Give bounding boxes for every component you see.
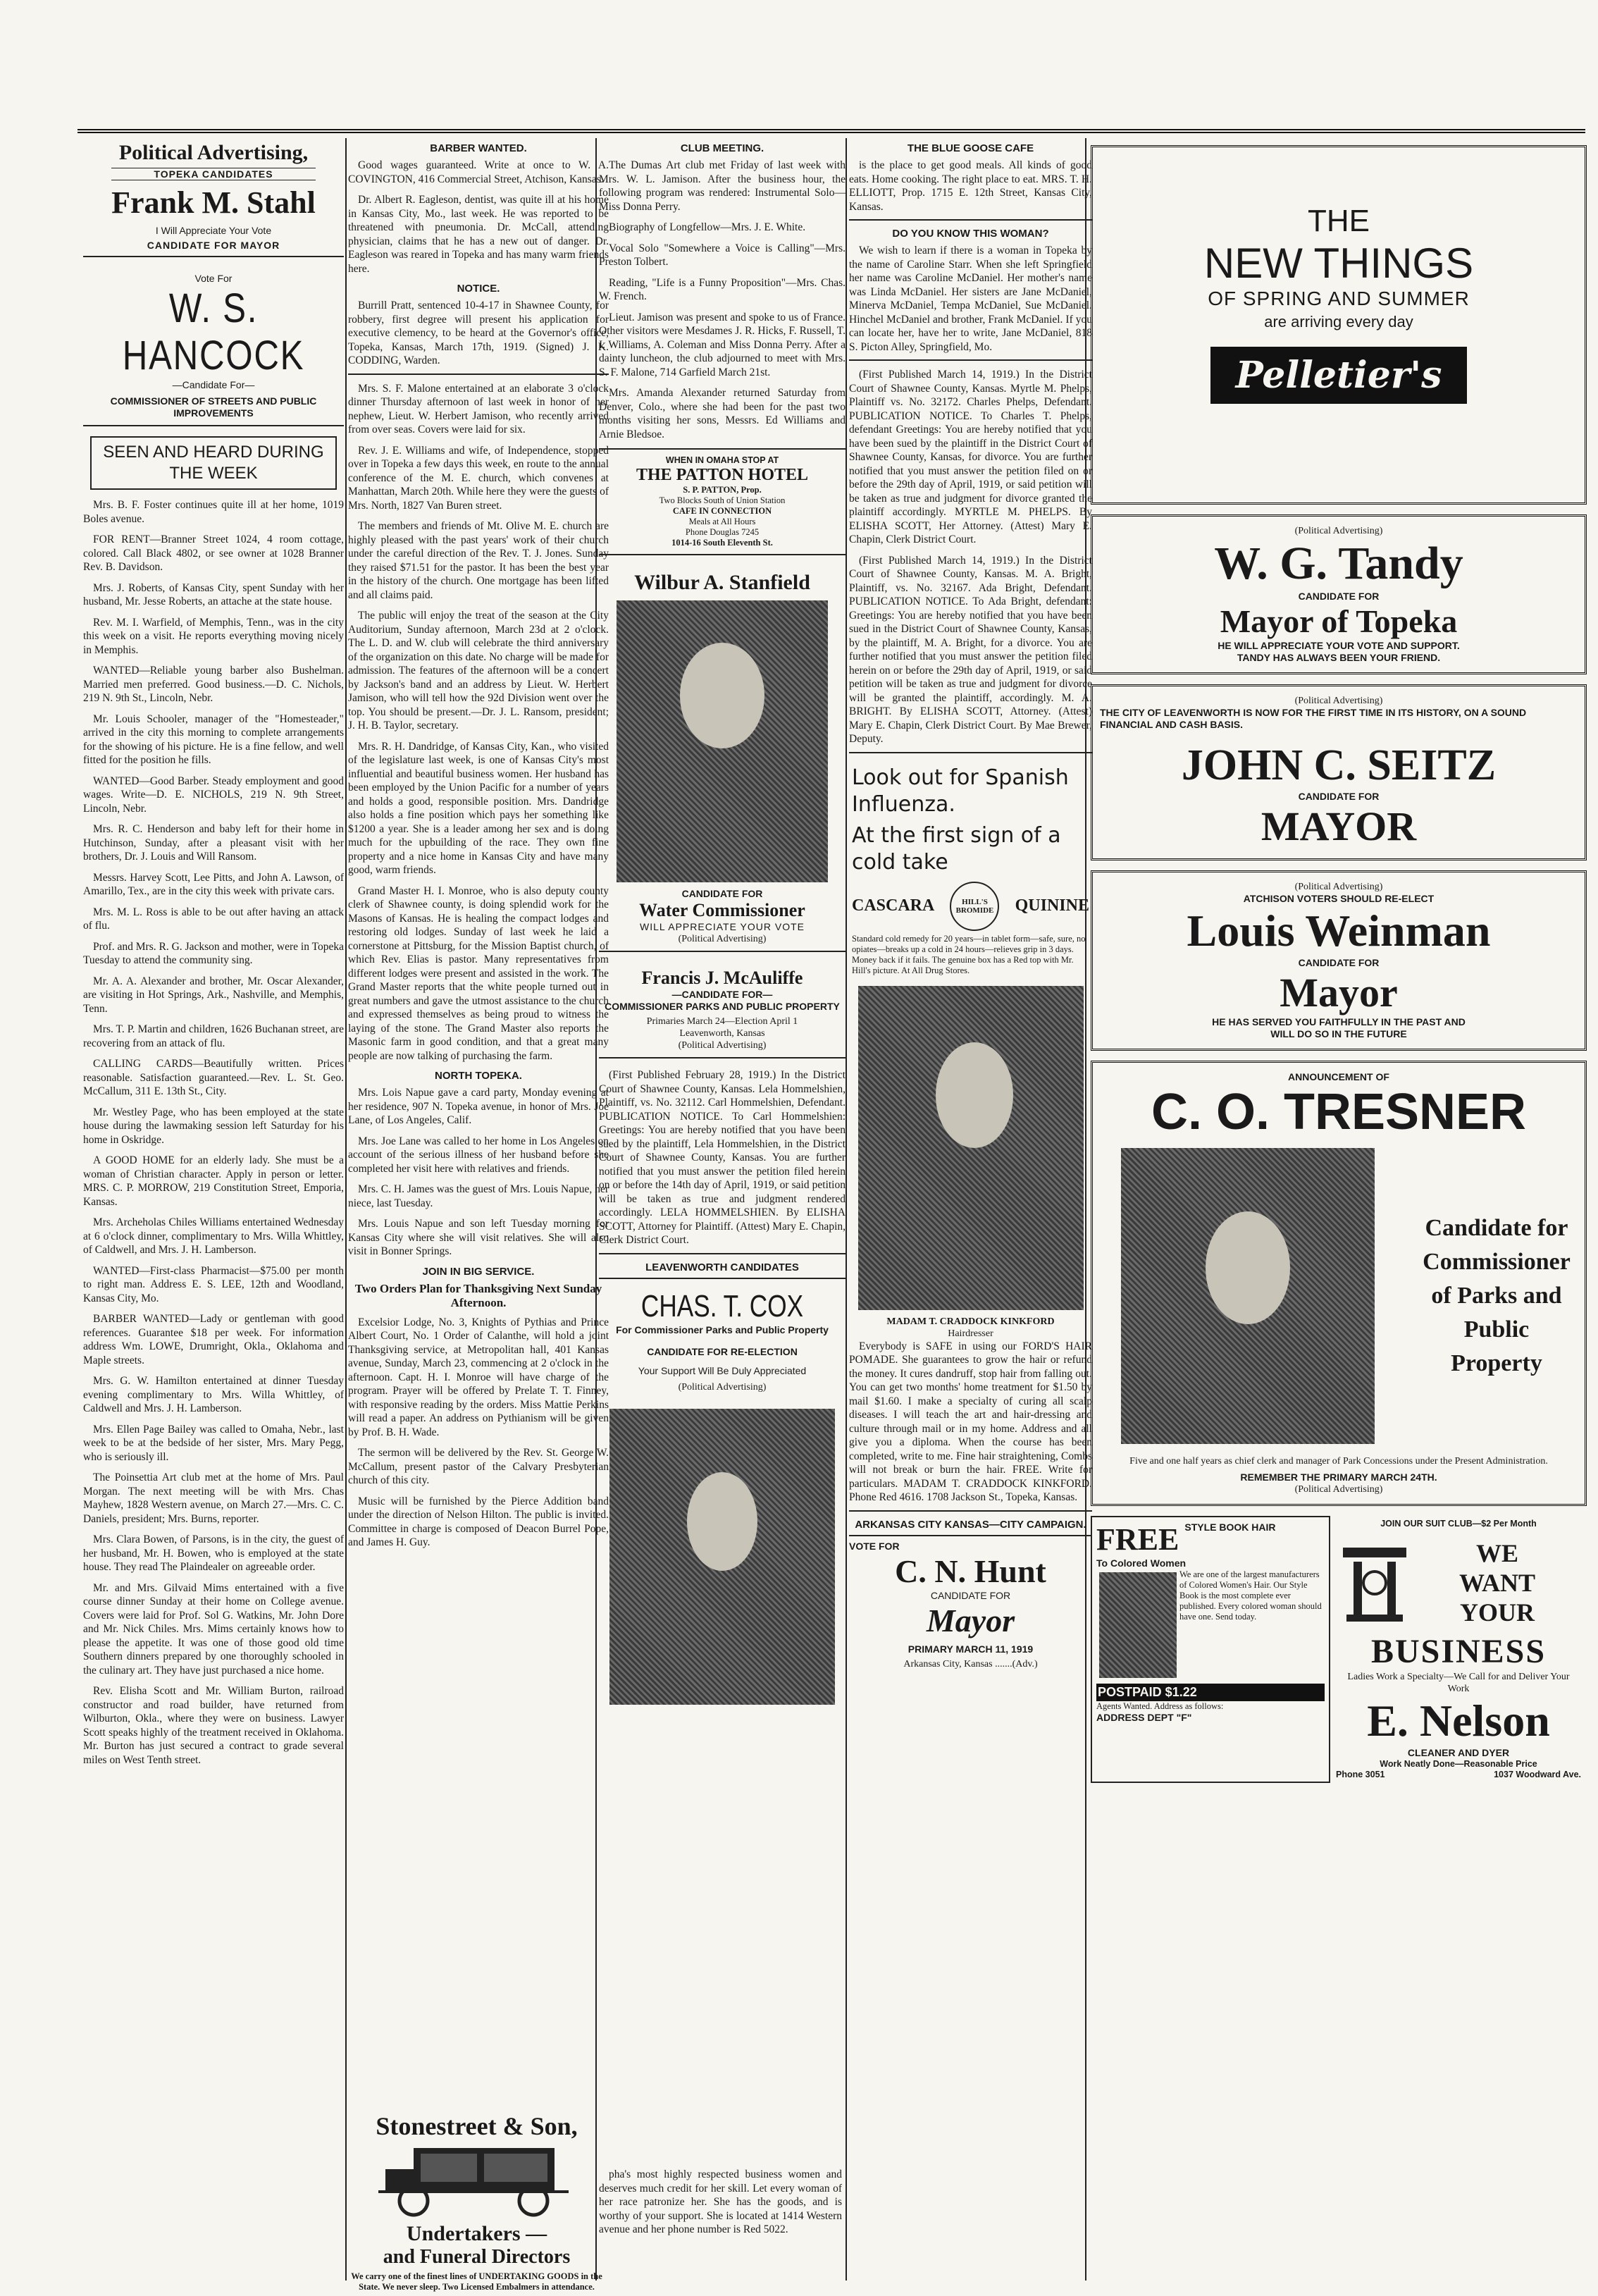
pelletiers-the: THE xyxy=(1308,204,1370,238)
news-item: Dr. Albert R. Eagleson, dentist, was quite ill at his home in Kansas City, Mo., last week. He was reported to be threatened with pneumonia. Dr. McCall, attending physician, claims that he has a new out of danger. Dr. Eagleson was reared in Topeka and has many warm friends here. xyxy=(348,194,609,275)
news-item: The Dumas Art club met Friday of last week with Mrs. W. L. Jamison. After the business hour, the following program was rendered: Instrumental Solo—Miss Donna Perry. xyxy=(599,159,846,213)
cascara-fine-print: Standard cold remedy for 20 years—in tablet form—safe, sure, no opiates—breaks up a cold in 24 hours—relieves grip in 3 days. Money back if it fails. The genuine box has a Red top with Mr. Hill's picture. At All Drug Stores. xyxy=(852,933,1086,975)
seitz-candidate: CANDIDATE FOR xyxy=(1298,791,1380,802)
tresner-line: REMEMBER THE PRIMARY MARCH 24TH. xyxy=(1240,1471,1437,1483)
hills-seal: HILL'S BROMIDE xyxy=(950,882,999,931)
seen-heard-heading: SEEN AND HEARD DURING THE WEEK xyxy=(90,436,337,490)
weinman-intro: ATCHISON VOTERS SHOULD RE-ELECT xyxy=(1243,893,1435,904)
stanfield-candidate: CANDIDATE FOR xyxy=(681,888,763,899)
stahl-name: Frank M. Stahl xyxy=(111,185,316,220)
cox-political: (Political Advertising) xyxy=(678,1381,767,1393)
patton-prop: S. P. PATTON, Prop. xyxy=(683,485,762,495)
political-heading: Political Advertising, xyxy=(118,141,309,164)
weinman-candidate: CANDIDATE FOR xyxy=(1298,957,1380,968)
first-sign-text: At the first sign of a cold take xyxy=(852,822,1061,875)
news-item: Mrs. T. P. Martin and children, 1626 Buchanan street, are recovering from an attack of flu. xyxy=(83,1023,344,1049)
cleaner-dyer: CLEANER AND DYER xyxy=(1407,1747,1510,1758)
news-item: Mrs. M. L. Ross is able to be out after having an attack of flu. xyxy=(83,906,344,932)
news-items xyxy=(83,498,344,1767)
hunt-candidate: CANDIDATE FOR xyxy=(930,1589,1011,1601)
news-item: Grand Master H. I. Monroe, who is also deputy county clerk of Shawnee county, is doing splendid work for the Masons of Kansas. He is healing the compact lodges and restoring old lodges. Sunday of last week he laid a cornerstone at Pittsburg, for the Mission Baptist church, of which Rev. Elias is pastor. Many representatives from different lodges were present and assisted in the work. The Grand Master reports that the white people turned out in great numbers and gave the utmost assistance to the church and expressed themselves as being proud to witness the laying of the stone. The Grand Master also reports the Masonic farm in good condition, and that a great many people are now talking of purchasing the farm. xyxy=(348,884,609,1062)
news-item: Mrs. Amanda Alexander returned Saturday from Denver, Colo., where she had been for the past two months visiting her sons, Messrs. Ed Williams and Arnie Bledsoe. xyxy=(599,387,846,440)
tandy-ad xyxy=(1091,514,1587,674)
know-woman-text: We wish to learn if there is a woman in Topeka by the name of Caroline Starr. When she left Springfield her name was Caroline McDaniel. Her mother's name was Linda McDaniel. Her sisters are Jane McDaniel, Minerva McDaniel, Tempa McDaniel, Sue McDaniel. Hinchel McDaniel and brother, Frank McDaniel. If you can locate her, have her to write, Jane McDaniel, 818 S. Picton Alley, Springfield, Mo. xyxy=(849,244,1092,361)
kinkford-portrait xyxy=(858,986,1084,1310)
news-item: Mr. A. A. Alexander and brother, Mr. Oscar Alexander, are visiting in Hot Springs, Ark., Nashville, and Memphis, Tenn. xyxy=(83,975,344,1015)
free-label: FREE xyxy=(1096,1522,1179,1557)
kinkford-name: MADAM T. CRADDOCK KINKFORD xyxy=(886,1316,1055,1327)
column-4 xyxy=(849,138,1092,2280)
news-item: Music will be furnished by the Pierce Addition band under the direction of Nelson Hilton. The public is invited. Committee in charge is composed of Deacon Burrel Pope, and James H. Guy. xyxy=(348,1495,609,1548)
vote-for: Vote For xyxy=(194,273,233,284)
quinine-label: QUININE xyxy=(1015,896,1089,915)
style-book: STYLE BOOK HAIR xyxy=(1184,1522,1276,1533)
tandy-political: (Political Advertising) xyxy=(1294,526,1383,536)
hancock-office: COMMISSIONER OF STREETS AND PUBLIC IMPROVEMENTS xyxy=(110,395,317,419)
barber-wanted-heading: BARBER WANTED. xyxy=(430,142,527,154)
political-ad-stahl xyxy=(83,138,344,257)
patton-line: CAFE IN CONNECTION xyxy=(672,506,772,516)
tandy-line: TANDY HAS ALWAYS BEEN YOUR FRIEND. xyxy=(1237,652,1441,663)
news-item: Mrs. G. W. Hamilton entertained at dinner Tuesday evening complimentary to Mrs. Willa Whittley, of Caldwell and Mrs. J. H. Lamberson. xyxy=(83,1375,344,1414)
arkansas-heading: ARKANSAS CITY KANSAS—CITY CAMPAIGN. xyxy=(849,1519,1092,1536)
patton-hotel-name: THE PATTON HOTEL xyxy=(636,466,809,484)
tresner-announcement: ANNOUNCEMENT OF xyxy=(1288,1071,1389,1082)
style-book-text: We are one of the largest manufacturers of Colored Women's Hair. Our Style Book is the most complete ever published. Every colored woman should have one. Send today. xyxy=(1179,1569,1322,1622)
tandy-office: Mayor of Topeka xyxy=(1220,603,1458,639)
news-item: Mrs. S. F. Malone entertained at an elaborate 3 o'clock dinner Thursday afternoon of last week in honor of her nephew, Lieut. W. Herbert Jamison, who recently arrived from over seas. Covers were laid for six. xyxy=(348,382,609,436)
legal-notice-bright: (First Published March 14, 1919.) In the District Court of Shawnee County, Kansas. M. A. Bright, Plaintiff, vs. No. 32167. Ada Bright, Defendant. PUBLICATION NOTICE. To Ada Bright, defendant: Greetings: You are hereby notified that you have been sued in the District Court of Shawnee County, Kansas, by the plaintiff, M. A. Bright, for a divorce. You are further notified that you must answer the petition filed herein on or before the 29th day of April, 1919, or said petition will be taken as true and judgment for divorce will be granted the plaintiff, accordingly. M. A. BRIGHT. By ELISHA SCOTT, Attorney. (Attest) Mary E. Chapin, Clerk District Court. By Mae Brewer, Deputy. xyxy=(849,554,1092,753)
hunt-city: Arkansas City, Kansas .......(Adv.) xyxy=(903,1658,1038,1669)
cox-ad xyxy=(599,1283,846,1399)
pelletiers-ad xyxy=(1091,145,1587,505)
seitz-political: (Political Advertising) xyxy=(1294,696,1383,706)
suit-club: JOIN OUR SUIT CLUB—$2 Per Month xyxy=(1380,1519,1537,1529)
weinman-political: (Political Advertising) xyxy=(1294,882,1383,892)
mcauliffe-line: Primaries March 24—Election April 1 xyxy=(646,1016,798,1027)
funeral-text: We carry one of the finest lines of UNDERTAKING GOODS in the State. We never sleep. Two Licensed Embalmers in attendance. xyxy=(351,2271,602,2292)
omaha-line: WHEN IN OMAHA STOP AT xyxy=(665,455,779,465)
news-item: Vocal Solo "Somewhere a Voice is Calling"—Mrs. Preston Tolbert. xyxy=(599,242,846,268)
political-ad-hancock xyxy=(83,267,344,426)
news-item: Prof. and Mrs. R. G. Jackson and mother, were in Topeka Tuesday to attend the community sing. xyxy=(83,940,344,966)
stanfield-appreciate: WILL APPRECIATE YOUR VOTE xyxy=(639,921,805,932)
hearse-illustration xyxy=(371,2141,583,2218)
news-item: Mrs. R. H. Dandridge, of Kansas City, Kan., who visited of the legislature last week, is one of Kansas City's most influential and beautiful business women. Her husband has been employed by the Union Pacific for a number of years and holds a good, responsible position. Mrs. Dandridge also holds a fine position which pays her something like $1200 a year. She is a leader among her sex and is doing much for the upbuilding of the race. They own fine property and a nice home in Kansas City and have many good, warm friends. xyxy=(348,740,609,876)
we-label: WE xyxy=(1475,1539,1518,1567)
news-item: Mr. Westley Page, who has been employed at the state house during the lawmaking session left Saturday for his home in Oskridge. xyxy=(83,1106,344,1146)
column-rule xyxy=(846,138,847,2280)
candidates-label: TOPEKA CANDIDATES xyxy=(111,168,316,180)
news-item: Mr. and Mrs. Gilvaid Mims entertained with a five course dinner Sunday at their home on College avenue. Covers were laid for Prof. Sol G. Watkins, Mr. John Dore and Mr. Nick Chiles. Mrs. Mims certainly knows how to please the appetite. It was one of those good old time Southern dinners prepared by one thoroughly schooled in the culinary art. They have just purchased a nice home. xyxy=(83,1581,344,1677)
news-item: CALLING CARDS—Beautifully written. Prices reasonable. Satisfaction guaranteed.—Rev. L. St. Geo. McCallum, 311 E. 13th St., City. xyxy=(83,1058,344,1097)
stanfield-ad xyxy=(599,565,846,952)
tandy-name: W. G. Tandy xyxy=(1214,538,1463,589)
news-item: BARBER WANTED—Lady or gentleman with good references. Guarantee $18 per week. For information address Wm. LOWE, Drumright, Okla., Oklahoma and Maple streets. xyxy=(83,1313,344,1366)
pelletiers-spring: OF SPRING AND SUMMER xyxy=(1208,288,1470,309)
business-label: BUSINESS xyxy=(1370,1633,1547,1670)
news-item: Rev. M. I. Warfield, of Memphis, Tenn., was in the city this week on a visit. He reports everything moving nicely in Memphis. xyxy=(83,616,344,656)
pelletiers-new-things: NEW THINGS xyxy=(1203,240,1474,287)
ladies-work: Ladies Work a Specialty—We Call for and Deliver Your Work xyxy=(1347,1672,1570,1694)
column-2 xyxy=(348,138,609,2292)
news-item: The sermon will be delivered by the Rev. St. George W. McCallum, present pastor of the Calvary Presbyterian church of this city. xyxy=(348,1447,609,1486)
patton-line: 1014-16 South Eleventh St. xyxy=(671,538,773,548)
patton-line: Phone Douglas 7245 xyxy=(685,527,760,537)
north-topeka-heading: NORTH TOPEKA. xyxy=(435,1070,522,1082)
cox-office: For Commissioner Parks and Public Property xyxy=(616,1323,829,1335)
undertakers: Undertakers — xyxy=(406,2222,547,2245)
masthead-rule xyxy=(78,129,1585,133)
hancock-name: W. S. HANCOCK xyxy=(122,285,305,378)
lookout-text: Look out for Spanish Influenza. xyxy=(852,765,1069,817)
notice-heading: NOTICE. xyxy=(457,283,500,295)
kinkford-text: Everybody is SAFE in using our FORD'S HAIR POMADE. She guarantees to grow the hair or refund the money. It cures dandruff, stop hair from falling out. You can get two months' home treatment for $1.50 by mail $1.60. I make a specialty of curing all scalp diseases. I will teach the art and hair-dressing and culture through mail or in my home. Address and all give you a diploma. When the course has been completed, write to me. Fine hair straightening, Combs will not break or burn the hair. FREE. Write for particulars. MADAM T. CRADDOCK KINKFORD. Phone Red 4616. 1708 Jackson St., Topeka, Kansas. xyxy=(849,1340,1092,1512)
column-5 xyxy=(1085,138,1592,2280)
hunt-mayor: Mayor xyxy=(926,1602,1015,1638)
kinkford-title: Hairdresser xyxy=(948,1328,993,1339)
mcauliffe-ad xyxy=(599,962,846,1058)
news-item: Mr. Louis Schooler, manager of the "Homesteader," arrived in the city this morning to complete arrangements for the showing of his picture. He is a fine fellow, and well fitted for the position he fills. xyxy=(83,712,344,766)
hunt-vote-for: VOTE FOR xyxy=(849,1540,900,1552)
news-item: Mrs. J. Roberts, of Kansas City, spent Sunday with her husband, Mr. Jesse Roberts, an attache at the state house. xyxy=(83,581,344,607)
stonestreet-ad xyxy=(348,2111,605,2292)
weinman-name: Louis Weinman xyxy=(1187,906,1491,956)
news-item: Mrs. Ellen Page Bailey was called to Omaha, Nebr., last week to be at the bedside of her sister, Mrs. Mary Pegg, who is seriously ill. xyxy=(83,1423,344,1463)
news-item: WANTED—Good Barber. Steady employment and good wages. Write—D. E. NICHOLS, 219 N. 9th Street, Lincoln, Nebr. xyxy=(83,774,344,815)
tresner-line: (Political Advertising) xyxy=(1294,1484,1383,1495)
join-service-sub: Two Orders Plan for Thanksgiving Next Sunday Afternoon. xyxy=(354,1281,602,1309)
stanfield-office: Water Commissioner xyxy=(639,900,805,920)
your-label: YOUR xyxy=(1460,1598,1535,1627)
column-3 xyxy=(599,138,846,2280)
blue-goose-text: is the place to get good meals. All kinds of good eats. Home cooking. The right place to eat. MRS. T. H. ELLIOTT, Prop. 1715 E. 12th Street, Kansas City, Kansas. xyxy=(849,159,1092,221)
blue-goose-heading: THE BLUE GOOSE CAFE xyxy=(907,142,1034,154)
legal-notice-phelps: (First Published March 14, 1919.) In the District Court of Shawnee County, Kansas. Myrtle M. Phelps, Plaintiff vs. No. 32172. Charles Phelps, Defendant. PUBLICATION NOTICE. To Charles T. Phelps, defendant Greetings: You are hereby notified that you have been sued by the plaintiff in the District Court of Shawnee County, Kansas, for divorce. You are further notified that you must answer the petition filed on or before the 29th day of April, 1919, or said petition will be taken as true and judgment for divorce granted the plaintiff accordingly. MYRTLE M. PHELPS. By ELISHA SCOTT, Her Attorney. (Attest) Mary E. Chapin, Clerk District Court. xyxy=(849,369,1092,545)
stanfield-portrait xyxy=(617,600,828,882)
news-item: FOR RENT—Branner Street 1024, 4 room cottage, colored. Call Black 4802, or see owner at 1028 Branner Rev. B. Davidson. xyxy=(83,533,344,573)
weinman-line: WILL DO SO IN THE FUTURE xyxy=(1270,1028,1407,1039)
weinman-line: HE HAS SERVED YOU FAITHFULLY IN THE PAST AND xyxy=(1212,1016,1466,1027)
funeral-directors: and Funeral Directors xyxy=(383,2246,571,2268)
colored-women: To Colored Women xyxy=(1096,1557,1187,1569)
hunt-name: C. N. Hunt xyxy=(895,1553,1046,1589)
news-item: Mrs. Archeholas Chiles Williams entertained Wednesday at 6 o'clock dinner, complimentary to Mrs. Willa Whittley, of Caldwell, and Mrs. J. H. Lamberson. xyxy=(83,1216,344,1256)
news-item: Mrs. Louis Napue and son left Tuesday morning for Kansas City where she will visit relatives. She will also visit in Bonner Springs. xyxy=(348,1218,609,1257)
mcauliffe-office: COMMISSIONER PARKS AND PUBLIC PROPERTY xyxy=(605,1001,840,1012)
news-item: Mrs. R. C. Henderson and baby left for their home in Hutchinson, Sunday, after a pleasant visit with her brothers, Dr. J. Louis and Will Ransom. xyxy=(83,823,344,863)
cascara-label: CASCARA xyxy=(852,896,935,915)
news-item: Rev. J. E. Williams and wife, of Independence, stopped over in Topeka a few days this week, en route to the annual conference of the M. E. church, which convenes at Manhattan, March 20th. While here they were the guests of Mrs. North, 1827 Van Buren street. xyxy=(348,444,609,512)
news-item: Mrs. Clara Bowen, of Parsons, is in the city, the guest of her husband, Mr. H. Bowen, who is employed at the state house. They read The Plaindealer on agreeable order. xyxy=(83,1533,344,1573)
weinman-ad xyxy=(1091,870,1587,1051)
business-woman-text: pha's most highly respected business women and deserves much credit for her skill. Let every woman of her race patronize her. She has the goods, and is worthy of your support. She is located at 1414 Western avenue and her phone number is Red 5022. xyxy=(599,2168,842,2235)
news-item: The public will enjoy the treat of the season at the City Auditorium, Sunday afternoon, March 23d at 2 o'clock. The L. D. and W. club will celebrate the third anniversary of the organization on this date. No charge will be made for admission. The features of the afternoon will be a concert by Jackson's band and an address by Lieut. W. Herbert Jamison, who will tell how the 92d Division went over the top. You should be present.—Dr. J. L. Ransom, president; J. H. B. Taylor, secretary. xyxy=(348,610,609,732)
news-item: Mrs. Joe Lane was called to her home in Los Angeles on account of the serious illness of her husband before she completed her visit here with relatives and friends. xyxy=(348,1135,609,1175)
news-item: Lieut. Jamison was present and spoke to us of France. Other visitors were Mesdames J. R. Hicks, F. Russell, T. I. Williams, A. Coleman and Miss Donna Perry. After a dainty luncheon, the club adjourned to meet with Mrs. S. F. Malone, 714 Garfield March 21st. xyxy=(599,311,846,378)
club-meeting-heading: CLUB MEETING. xyxy=(680,142,764,154)
want-label: WANT xyxy=(1458,1569,1536,1597)
tresner-candidate: Candidate for Commissioner of Parks and Public Property xyxy=(1423,1215,1571,1376)
leavenworth-heading: LEAVENWORTH CANDIDATES xyxy=(599,1261,846,1279)
news-item: WANTED—Reliable young barber also Bushelman. Married men preferred. Good business.—D. C. Nichols, 219 N. 9th St., Lincoln, Nebr. xyxy=(83,665,344,704)
column-1 xyxy=(83,138,344,2280)
seitz-office: MAYOR xyxy=(1261,803,1417,849)
cox-name: CHAS. T. COX xyxy=(640,1288,804,1323)
patton-hotel-ad xyxy=(599,448,846,555)
political-adv-note: (Political Advertising) xyxy=(678,934,767,944)
stanfield-name: Wilbur A. Stanfield xyxy=(634,571,810,594)
mcauliffe-name: Francis J. McAuliffe xyxy=(641,968,803,988)
patton-line: Meals at All Hours xyxy=(688,517,756,526)
mcauliffe-line: —CANDIDATE FOR— xyxy=(671,989,773,1000)
club-items xyxy=(599,159,846,441)
notice-text: Burrill Pratt, sentenced 10-4-17 in Shawnee County, for robbery, first degree will present his application for executive clemency, to be heard at the Governor's office, Topeka, Kansas, March 17th, 1919. (Signed) J. K. CODDING, Warden. xyxy=(348,299,609,375)
news-item: Mrs. C. H. James was the guest of Mrs. Louis Napue, her niece, last Tuesday. xyxy=(348,1183,609,1209)
nelson-address: 1037 Woodward Ave. xyxy=(1494,1770,1581,1779)
press-machine-illustration xyxy=(1336,1533,1413,1632)
legal-notice: (First Published February 28, 1919.) In the District Court of Shawnee County, Kansas. Lela Hommelshien, Plaintiff, vs. No. 32112. Carl Hommelshien, Defendant. PUBLICATION NOTICE. To Carl Hommelshien: Greetings: You are hereby notified that you have been sued by the plaintiff, Lela Hommelshien, in the District Court of Shawnee County, Kansas. You are further notified that you must answer the petition filed herein on or before the 14th day of April, 1919, or said petition will be taken as true and judgment rendered accordingly. LELA HOMMELSHIEN. By ELISHA SCOTT, Attorney for Plaintiff. (Attest) Mary E. Chapin, Clerk District Court. xyxy=(599,1068,846,1254)
stahl-line: I Will Appreciate Your Vote xyxy=(155,225,272,236)
stonestreet-name: Stonestreet & Son, xyxy=(376,2112,578,2140)
mcauliffe-line: (Political Advertising) xyxy=(678,1040,767,1051)
news-item: A GOOD HOME for an elderly lady. She must be a woman of Christian character. Apply in person or letter. MRS. C. P. MORROW, 219 Constitution Street, Emporia, Kansas. xyxy=(83,1154,344,1208)
cox-support: Your Support Will Be Duly Appreciated xyxy=(638,1364,807,1376)
seitz-intro: THE CITY OF LEAVENWORTH IS NOW FOR THE FIRST TIME IN ITS HISTORY, ON A SOUND FINANCIAL AND CASH BASIS. xyxy=(1100,707,1527,730)
barber-wanted-text: Good wages guaranteed. Write at once to W. A. COVINGTON, 416 Commercial Street, Atchison, Kansas. xyxy=(348,159,609,185)
weinman-office: Mayor xyxy=(1280,970,1398,1016)
tresner-portrait xyxy=(1121,1148,1375,1444)
hunt-ad xyxy=(849,1541,1092,1670)
stahl-office: CANDIDATE FOR MAYOR xyxy=(147,240,280,251)
news-item: WANTED—First-class Pharmacist—$75.00 per month to right man. Address E. S. LEE, 12th and Woodland, Kansas City, Mo. xyxy=(83,1264,344,1304)
hancock-candidate: —Candidate For— xyxy=(172,379,255,390)
news-item: The members and friends of Mt. Olive M. E. church are highly pleased with the past years' work of their church under the careful direction of the Rev. T. J. Jones. Sunday they raised $71.51 for the pastor. It has been the best year in the history of the church. One mortgage has been lifted and all claims paid. xyxy=(348,520,609,601)
join-service-heading: JOIN IN BIG SERVICE. xyxy=(422,1265,535,1278)
hair-illustration xyxy=(1099,1572,1177,1678)
nelson-ad xyxy=(1330,1516,1587,1783)
tandy-line: HE WILL APPRECIATE YOUR VOTE AND SUPPORT. xyxy=(1218,640,1460,651)
tresner-line: Five and one half years as chief clerk and manager of Park Concessions under the Present Administration. xyxy=(1129,1456,1548,1467)
seitz-name: JOHN C. SEITZ xyxy=(1181,741,1497,789)
nelson-name: E. Nelson xyxy=(1367,1696,1550,1746)
news-items xyxy=(348,1086,609,1259)
style-book-ad xyxy=(1091,1516,1330,1783)
news-item: Mrs. Lois Napue gave a card party, Monday evening at her residence, 907 N. Topeka avenue, in honor of Mrs. Joe Lane, of Los Angeles, Calif. xyxy=(348,1087,609,1126)
agents-wanted: Agents Wanted. Address as follows: xyxy=(1096,1701,1224,1711)
seitz-ad xyxy=(1091,684,1587,860)
column-rule xyxy=(345,138,347,2280)
know-woman-heading: DO YOU KNOW THIS WOMAN? xyxy=(892,228,1049,240)
work-neatly: Work Neatly Done—Reasonable Price xyxy=(1380,1759,1537,1769)
tresner-ad xyxy=(1091,1061,1587,1506)
hunt-primary: PRIMARY MARCH 11, 1919 xyxy=(908,1643,1034,1655)
pelletiers-arriving: are arriving every day xyxy=(1264,313,1413,331)
news-item: Messrs. Harvey Scott, Lee Pitts, and John A. Lawson, of Amarillo, Tex., are in the city this week with private cars. xyxy=(83,871,344,897)
news-items xyxy=(348,1316,609,1550)
news-item: Biography of Longfellow—Mrs. J. E. White. xyxy=(609,221,806,233)
news-item: Excelsior Lodge, No. 3, Knights of Pythias and Prince Albert Court, No. 1 Order of Calanthe, will hold a joint Thanksgiving service, at Metropolitan hall, 401 Kansas avenue, Sunday, March 23, commencing at 2 o'clock in the afternoon. Capt. H. I. Monroe will have charge of the program. Prayer will be offered by Prelate T. T. Finney, with responsive reading by the orders. Miss Mattie Perkins will read a paper. An address on Pythianism will be given by Prof. B. H. Wade. xyxy=(348,1316,609,1438)
postpaid-label: POSTPAID $1.22 xyxy=(1096,1684,1325,1701)
news-item: Reading, "Life is a Funny Proposition"—Mrs. Chas. W. French. xyxy=(599,276,846,302)
news-item: Mrs. B. F. Foster continues quite ill at her home, 1019 Boles avenue. xyxy=(83,499,344,525)
cox-reelection: CANDIDATE FOR RE-ELECTION xyxy=(647,1345,798,1357)
address-dept: ADDRESS DEPT "F" xyxy=(1096,1712,1192,1723)
news-item: Rev. Elisha Scott and Mr. William Burton, railroad constructor and road builder, have returned from Wilburton, Okla., where they were on business. Lawyer Scott speaks highly of the treatment received in Oklahoma. Mr. Burton has just secured a contract to grade several miles on West Tenth street. xyxy=(83,1685,344,1766)
pelletiers-logo: Pelletier's xyxy=(1210,347,1468,404)
woman-portrait xyxy=(609,1409,835,1705)
patton-line: Two Blocks South of Union Station xyxy=(659,495,786,505)
nelson-phone: Phone 3051 xyxy=(1336,1770,1385,1779)
tandy-candidate: CANDIDATE FOR xyxy=(1298,591,1380,602)
news-items xyxy=(348,382,609,1063)
tresner-name: C. O. TRESNER xyxy=(1151,1084,1527,1140)
news-items xyxy=(348,193,609,276)
mcauliffe-line: Leavenworth, Kansas xyxy=(679,1028,765,1039)
cascara-ad xyxy=(849,760,1092,980)
news-item: The Poinsettia Art club met at the home of Mrs. Paul Morgan. The next meeting will be with Mrs. Chas Mayhew, 1828 Western avenue, on March 27.—Mrs. C. C. Daniels, president; Mrs. Burns, reporter. xyxy=(83,1471,344,1525)
